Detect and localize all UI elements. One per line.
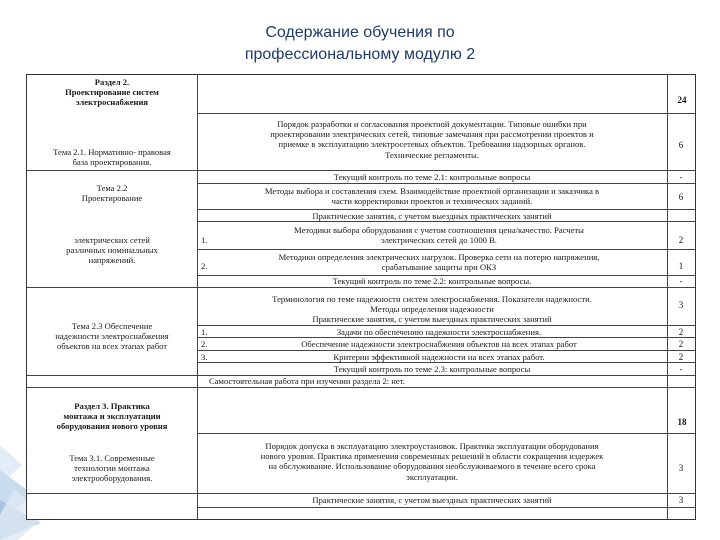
topic-2-3-item-1-hours: 2: [678, 327, 684, 337]
topic-2-3-item-2-hours: 2: [678, 339, 684, 349]
topic-2-3-item-3-text: Критерии эффективной надежности на всех этапах работ.: [333, 352, 545, 362]
topic-2-2-item-1-number: 1.: [201, 235, 208, 245]
page-title: [150, 22, 570, 66]
topic-3-1-content: Порядок допуска в эксплуатацию электроустановок. Практика эксплуатации оборудования нового уровня. Практика применения современных решений в области сокращения издержек на обслуживание. Использование оборудования необслуживаемого в течение всего срока эксплуатации.: [260, 441, 604, 482]
topic-2-2-name-continued: электрических сетей различных номинальных напряжений.: [66, 235, 158, 266]
topic-2-3-content: Терминология по теме надежности систем электроснабжения. Показатели надежности. Методы определения надежности: [272, 294, 592, 315]
topic-2-3-item-2-text: Обеспечение надежности электроснабжения объектов на всех этапах работ: [301, 339, 577, 349]
row-divider: [197, 183, 695, 184]
topic-2-3-name: Тема 2.3 Обеспечение надежности электроснабжения объектов на всех этапах работ: [55, 321, 169, 352]
topic-2-3-item-3-number: 3.: [201, 352, 208, 362]
row-divider: [197, 170, 695, 171]
topic-2-2-name: Тема 2.2 Проектирование: [81, 183, 143, 204]
topic-3-1-practice-hours: 3: [678, 495, 684, 505]
topic-3-1-name: Тема 3.1. Современные технологии монтажа электрооборудования.: [69, 453, 155, 484]
section-3-heading: Раздел 3. Практика монтажа и эксплуатации оборудования нового уровня: [56, 401, 168, 432]
column-divider: [667, 75, 668, 519]
topic-2-2-item-2-hours: 1: [678, 261, 684, 271]
topic-2-2-practice-heading: Практические занятия, с учетом выездных практических занятий: [312, 211, 552, 221]
topic-2-3-control: Текущий контроль по теме 2.3: контрольные вопросы: [333, 364, 531, 374]
topic-2-3-item-3-hours: 2: [678, 352, 684, 362]
title-line-2: профессиональному модулю 2: [244, 46, 476, 63]
column-divider: [197, 75, 198, 519]
topic-2-2-content-hours: 6: [678, 192, 684, 202]
topic-2-3-item-1-number: 1.: [201, 327, 208, 337]
row-divider: [197, 350, 695, 351]
topic-2-2-item-2-number: 2.: [201, 261, 208, 271]
section-2-hours: 24: [677, 95, 687, 105]
row-divider: [197, 507, 695, 508]
topic-2-2-control-hours: -: [679, 276, 683, 286]
topic-2-2-control: Текущий контроль по теме 2.2: контрольные вопросы.: [332, 276, 532, 286]
topic-3-1-content-hours: 3: [678, 463, 684, 473]
topic-2-2-item-1-text: Методики выбора оборудования с учетом соотношения цена/качество. Расчеты электрических сетей до 1000 В.: [294, 225, 584, 246]
topic-2-1-content-hours: 6: [678, 140, 684, 150]
topic-2-1-control-hours: -: [679, 172, 683, 182]
topic-2-3-item-1-text: Задачи по обеспечению надежности электроснабжения.: [336, 327, 542, 337]
row-divider: [27, 287, 695, 288]
section-2-heading: Раздел 2. Проектирование систем электроснабжения: [65, 77, 159, 108]
topic-3-1-practice-heading: Практические занятия, с учетом выездных практических занятий: [312, 495, 552, 505]
topic-2-1-name: Тема 2.1. Нормативно- правовая база проектирования.: [53, 147, 171, 168]
row-divider: [197, 433, 695, 434]
topic-2-1-content: Порядок разработки и согласования проектной документации. Типовые ошибки при проектировании электрических сетей, типовые замечания при рассмотрении проектов и приемке в эксплуатацию электросетевых объектов. Требования надзорных органов. Технические регламенты.: [270, 119, 594, 160]
topic-2-2-item-2-text: Методики определения электрических нагрузок. Проверка сети на потерю напряжения, срабатывание защиты при ОКЗ: [278, 252, 600, 273]
topic-2-3-practice-heading: Практические занятия, с учетом выездных практических занятий: [312, 314, 552, 324]
curriculum-table: [26, 74, 696, 520]
topic-2-3-item-2-number: 2.: [201, 339, 208, 349]
row-divider: [27, 493, 695, 494]
row-divider: [197, 325, 695, 326]
topic-2-2-item-1-hours: 2: [678, 235, 684, 245]
row-divider: [27, 170, 197, 171]
topic-2-3-content-hours: 3: [678, 300, 684, 310]
topic-2-3-control-hours: -: [679, 364, 683, 374]
row-divider: [197, 113, 695, 114]
section-3-hours: 18: [677, 417, 687, 427]
self-study-row: Самостоятельная работа при изучении раздела 2: нет.: [209, 376, 405, 386]
row-divider: [27, 387, 695, 388]
row-divider: [197, 209, 695, 210]
title-line-1: Содержание обучения по: [265, 24, 455, 41]
topic-2-1-control: Текущий контроль по теме 2.1: контрольные вопросы: [333, 172, 531, 182]
row-divider: [197, 249, 695, 250]
topic-2-2-content: Методы выбора и составления схем. Взаимодействие проектной организации и заказчика в части корректировки проектов и технических заданий.: [264, 186, 600, 207]
